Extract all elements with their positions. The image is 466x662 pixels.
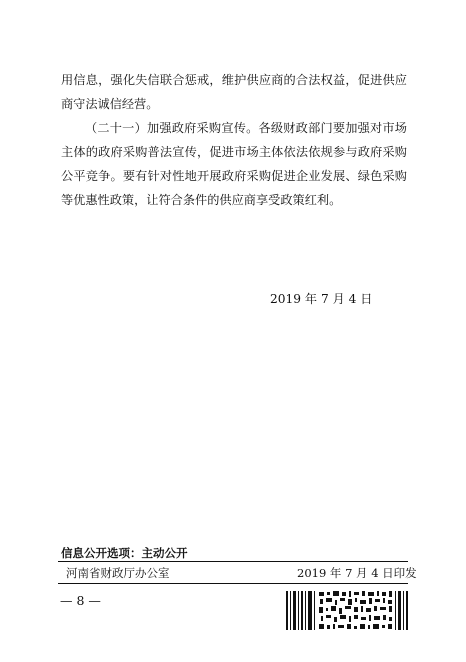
body-line: 公平竞争。要有针对性地开展政府采购促进企业发展、绿色采购: [61, 169, 407, 183]
disclosure-option: 信息公开选项：主动公开: [61, 546, 188, 560]
section-heading-line: （二十一）加强政府采购宣传。各级财政部门要加强对市场: [85, 121, 407, 135]
body-line: 用信息，强化失信联合惩戒，维护供应商的合法权益，促进供应: [61, 73, 407, 87]
body-line: 商守法诚信经营。: [61, 97, 159, 111]
barcode-icon: [286, 591, 408, 630]
body-line: 主体的政府采购普法宣传，促进市场主体依法依规参与政府采购: [61, 145, 407, 159]
issuing-office: 河南省财政厅办公室: [66, 566, 170, 580]
page-number: — 8 —: [60, 593, 101, 608]
footer-divider-bottom: [58, 583, 408, 584]
body-line: 等优惠性政策，让符合条件的供应商享受政策红利。: [61, 193, 342, 207]
signature-date: 2019 年 7 月 4 日: [270, 292, 373, 306]
footer-divider-top: [58, 561, 408, 562]
issue-date: 2019 年 7 月 4 日印发: [297, 566, 417, 580]
